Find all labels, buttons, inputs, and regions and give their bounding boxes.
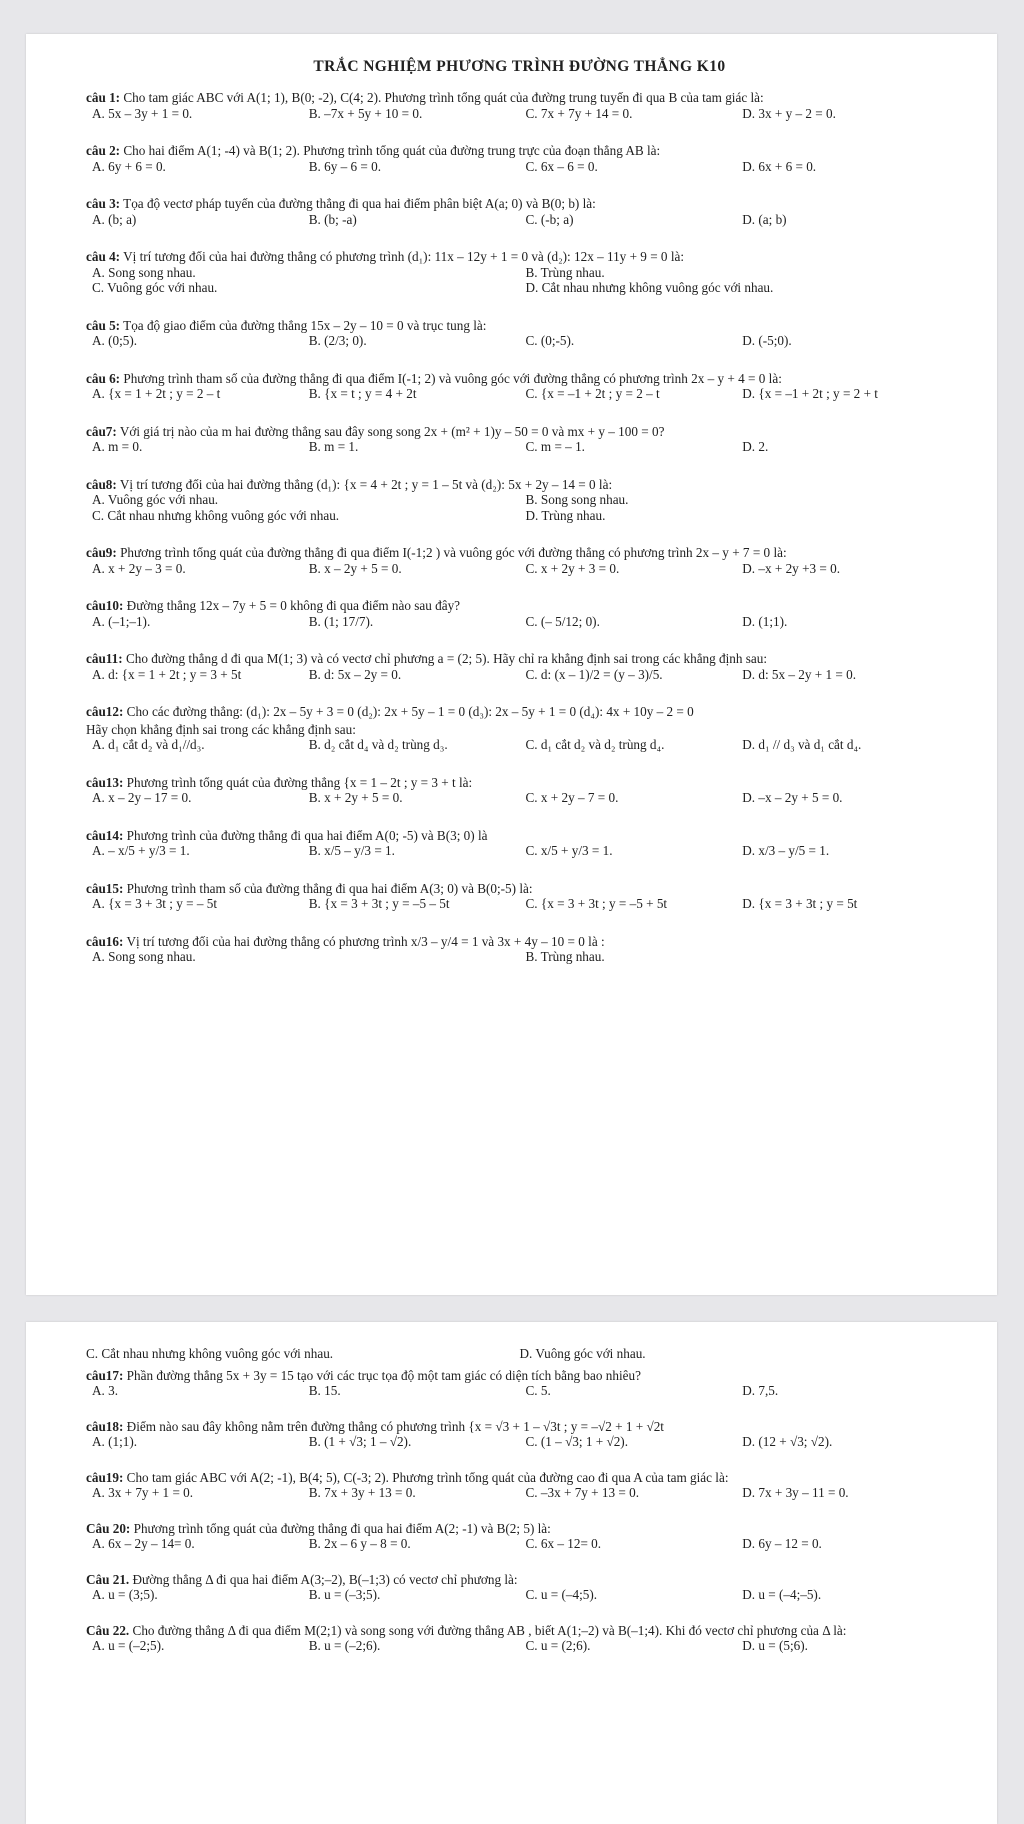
question-list (86, 90, 953, 965)
answer-option: B. Song song nhau. (525, 492, 629, 507)
answer-option: A. – x/5 + y/3 = 1. (92, 843, 190, 858)
question-number: câu7: (86, 423, 117, 439)
answer-option: B. –7x + 5y + 10 = 0. (308, 105, 423, 121)
answer-option: C. (0;-5). (525, 333, 575, 348)
question-block (86, 651, 953, 682)
question-block (86, 1368, 953, 1399)
answer-option: A. (–1;–1). (92, 613, 151, 629)
document-page-2 (26, 1322, 997, 1824)
answer-option: A. 3. (92, 1383, 119, 1398)
question-block (86, 477, 953, 524)
answer-option: D. {x = 3 + 3t ; y = 5t (742, 896, 858, 911)
question-text (86, 371, 953, 387)
question-text (86, 1521, 953, 1537)
answer-option: D. 2. (742, 439, 769, 454)
answer-option: C. 7x + 7y + 14 = 0. (525, 105, 633, 121)
answer-option: B. (1; 17/7). (308, 613, 374, 629)
question-stem: Vị trí tương đối của hai đường thẳng (d₁): {x = 4 + 2t ; y = 1 – 5t và (d₂): 5x + 2y – 14 = 0 là: (119, 476, 613, 492)
answer-options (86, 106, 953, 122)
question-block (86, 704, 953, 753)
answer-option: A. Song song nhau. (92, 949, 196, 964)
question-block (86, 318, 953, 349)
answer-options (86, 1638, 953, 1654)
question-number: câu8: (86, 476, 117, 492)
answer-option: A. (b; a) (92, 211, 137, 227)
question-text (86, 90, 953, 106)
answer-option: A. u = (–2;5). (92, 1638, 165, 1653)
answer-options (86, 614, 953, 630)
answer-option: A. 5x – 3y + 1 = 0. (92, 105, 193, 121)
question-number: câu 2: (86, 143, 121, 158)
answer-option: B. 15. (308, 1383, 341, 1398)
answer-options (86, 667, 953, 683)
answer-option: C. {x = –1 + 2t ; y = 2 – t (525, 386, 660, 401)
question-number: Câu 20: (86, 1520, 131, 1536)
answer-options (86, 212, 953, 228)
answer-option: D. x/3 – y/5 = 1. (742, 843, 830, 858)
answer-option: A. (1;1). (92, 1434, 138, 1449)
question-stem: Phương trình tổng quát của đường thẳng đi qua hai điểm A(2; -1) và B(2; 5) là: (133, 1520, 551, 1536)
question-text (86, 196, 953, 212)
answer-option: D. 6x + 6 = 0. (742, 158, 817, 174)
question-block (86, 424, 953, 455)
question-block (86, 934, 953, 965)
answer-option: A. 6y + 6 = 0. (92, 158, 166, 174)
answer-options (86, 159, 953, 175)
question-stem: Đường thẳng Δ đi qua hai điểm A(3;–2), B(–1;3) có vectơ chỉ phương là: (132, 1571, 518, 1587)
question-stem: Cho đường thẳng Δ đi qua điểm M(2;1) và song song với đường thẳng AB , biết A(1;–2) và B(–1;4). Khi đó vectơ chỉ phương của Δ là: (132, 1622, 847, 1638)
question-number: câu 5: (86, 317, 121, 333)
answer-option: C. 6x – 12= 0. (525, 1536, 602, 1551)
question-text (86, 704, 953, 720)
question-block (86, 1572, 953, 1603)
answer-option: C. (1 – √3; 1 + √2). (525, 1434, 628, 1449)
question-block (86, 1521, 953, 1552)
answer-option: C. d: (x – 1)/2 = (y – 3)/5. (525, 666, 663, 682)
answer-option: C. Cắt nhau nhưng không vuông góc với nhau. (92, 507, 340, 523)
question-stem: Vị trí tương đối của hai đường thẳng có phương trình (d₁): 11x – 12y + 1 = 0 và (d₂): 12x – 11y + 9 = 0 là: (123, 249, 685, 264)
answer-option: B. 6y – 6 = 0. (308, 158, 382, 174)
answer-option: B. d₂ cắt d₄ và d₂ trùng d₃. (308, 737, 448, 752)
answer-option: A. d₁ cắt d₂ và d₁//d₃. (92, 737, 205, 752)
answer-option: A. 3x + 7y + 1 = 0. (92, 1485, 194, 1500)
answer-option: A. (0;5). (92, 333, 138, 348)
answer-option: D. (12 + √3; √2). (742, 1434, 833, 1449)
question-16-continued-options (86, 1346, 953, 1362)
question-block (86, 1419, 953, 1450)
answer-option: A. Vuông góc với nhau. (92, 492, 219, 507)
question-block (86, 775, 953, 806)
answer-options (86, 949, 953, 965)
question-text (86, 651, 953, 667)
answer-option: A. {x = 1 + 2t ; y = 2 – t (92, 386, 221, 401)
question-block (86, 371, 953, 402)
answer-option: C. (-b; a) (525, 211, 574, 227)
answer-options (86, 843, 953, 859)
answer-option: D. d₁ // d₃ và d₁ cắt d₄. (742, 737, 862, 752)
question-subtext: Hãy chọn khẳng định sai trong các khẳng định sau: (86, 721, 356, 737)
answer-option: C. (– 5/12; 0). (525, 613, 600, 629)
answer-options (86, 386, 953, 402)
answer-option: A. x + 2y – 3 = 0. (92, 560, 186, 576)
question-text (86, 1368, 953, 1384)
question-stem: Phương trình tham số của đường thẳng đi qua hai điểm A(3; 0) và B(0;-5) là: (126, 880, 533, 896)
document-page-1 (26, 34, 997, 1295)
question-text (86, 598, 953, 614)
answer-option: D. (1;1). (742, 613, 788, 629)
answer-option: B. u = (–2;6). (308, 1638, 381, 1653)
answer-option: A. m = 0. (92, 439, 143, 454)
document-title: TRẮC NGHIỆM PHƯƠNG TRÌNH ĐƯỜNG THẲNG K10 (313, 58, 726, 75)
answer-option: D. 6y – 12 = 0. (742, 1536, 822, 1551)
answer-option: B. {x = t ; y = 4 + 2t (308, 386, 417, 401)
answer-option: B. m = 1. (308, 439, 359, 454)
question-stem: Phần đường thẳng 5x + 3y = 15 tạo với các trục tọa độ một tam giác có diện tích bằng bao nhiêu? (126, 1367, 641, 1383)
answer-options (86, 790, 953, 806)
question-block (86, 143, 953, 174)
question-number: câu 1: (86, 90, 121, 105)
question-text (86, 828, 953, 844)
question-number: câu11: (86, 651, 123, 666)
answer-option: C. 6x – 6 = 0. (525, 158, 598, 174)
question-text (86, 545, 953, 561)
answer-option: D. (-5;0). (742, 333, 792, 348)
option: C. Cắt nhau nhưng không vuông góc với nhau. (86, 1346, 334, 1361)
question-text (86, 143, 953, 159)
question-number: câu10: (86, 598, 124, 613)
answer-option: B. Trùng nhau. (525, 949, 605, 964)
answer-option: A. Song song nhau. (92, 264, 196, 280)
question-stem: Phương trình tham số của đường thẳng đi qua điểm I(-1; 2) và vuông góc với đường thẳng có phương trình 2x – y + 4 = 0 là: (123, 370, 782, 386)
question-stem: Cho tam giác ABC với A(1; 1), B(0; -2), C(4; 2). Phương trình tổng quát của đường trung tuyến đi qua B của tam giác là: (123, 90, 764, 105)
answer-options (86, 1383, 953, 1399)
question-stem: Cho hai điểm A(1; -4) và B(1; 2). Phương trình tổng quát của đường trung trực của đoạn thẳng AB là: (123, 143, 661, 158)
answer-options (86, 492, 953, 523)
question-block (86, 1470, 953, 1501)
question-number: câu 6: (86, 370, 121, 386)
question-stem: Phương trình của đường thẳng đi qua hai điểm A(0; -5) và B(3; 0) là (126, 827, 488, 843)
answer-option: C. x + 2y + 3 = 0. (525, 560, 620, 576)
question-block (86, 196, 953, 227)
answer-options (86, 1485, 953, 1501)
answer-option: D. 7x + 3y – 11 = 0. (742, 1485, 849, 1500)
answer-options (86, 737, 953, 753)
question-number: câu13: (86, 774, 124, 790)
question-block (86, 1623, 953, 1654)
answer-options (86, 265, 953, 296)
question-stem: Điểm nào sau đây không nằm trên đường thẳng có phương trình {x = √3 + 1 – √3t ; y = –√2 + 1 + √2t (126, 1418, 664, 1434)
answer-option: B. 2x – 6 y – 8 = 0. (308, 1536, 411, 1551)
answer-option: D. –x – 2y + 5 = 0. (742, 790, 843, 805)
answer-option: C. 5. (525, 1383, 551, 1398)
question-list-page-2 (86, 1368, 953, 1654)
answer-options (86, 561, 953, 577)
answer-option: D. {x = –1 + 2t ; y = 2 + t (742, 386, 878, 401)
question-number: câu18: (86, 1418, 124, 1434)
answer-option: B. 7x + 3y + 13 = 0. (308, 1485, 416, 1500)
question-stem: Phương trình tổng quát của đường thẳng {x = 1 – 2t ; y = 3 + t là: (126, 774, 473, 790)
answer-option: A. 6x – 2y – 14= 0. (92, 1536, 195, 1551)
answer-options (86, 1536, 953, 1552)
answer-option: B. x/5 – y/3 = 1. (308, 843, 395, 858)
question-text (86, 881, 953, 897)
answer-option: C. x/5 + y/3 = 1. (525, 843, 613, 858)
answer-option: D. Cắt nhau nhưng không vuông góc với nhau. (525, 280, 774, 295)
question-block (86, 90, 953, 121)
question-number: câu14: (86, 827, 124, 843)
question-block (86, 828, 953, 859)
answer-option: A. u = (3;5). (92, 1587, 158, 1602)
answer-option: B. x + 2y + 5 = 0. (308, 790, 403, 805)
question-text (86, 1572, 953, 1588)
question-number: Câu 21. (86, 1571, 130, 1587)
question-number: câu 3: (86, 196, 121, 211)
answer-option: C. x + 2y – 7 = 0. (525, 790, 619, 805)
question-number: câu12: (86, 704, 124, 719)
answer-option: B. (2/3; 0). (308, 333, 367, 348)
answer-option: C. u = (2;6). (525, 1638, 591, 1653)
answer-options (86, 896, 953, 912)
answer-option: B. u = (–3;5). (308, 1587, 381, 1602)
question-number: câu15: (86, 880, 124, 896)
question-number: Câu 22. (86, 1622, 130, 1638)
page-2-content (86, 1346, 953, 1674)
answer-option: B. Trùng nhau. (525, 264, 605, 280)
answer-option: C. u = (–4;5). (525, 1587, 598, 1602)
question-stem: Đường thẳng 12x – 7y + 5 = 0 không đi qua điểm nào sau đây? (126, 598, 461, 613)
answer-option: C. Vuông góc với nhau. (92, 280, 218, 295)
answer-options (86, 1434, 953, 1450)
answer-option: A. {x = 3 + 3t ; y = – 5t (92, 896, 217, 911)
page-1-content (86, 58, 953, 987)
answer-option: B. {x = 3 + 3t ; y = –5 – 5t (308, 896, 450, 911)
answer-options (86, 439, 953, 455)
question-text (86, 477, 953, 493)
question-text (86, 1419, 953, 1435)
answer-option: D. Trùng nhau. (525, 507, 606, 523)
question-block (86, 598, 953, 629)
answer-option: D. –x + 2y +3 = 0. (742, 560, 841, 576)
answer-option: B. (b; -a) (308, 211, 357, 227)
question-stem: Với giá trị nào của m hai đường thẳng sau đây song song 2x + (m² + 1)y – 50 = 0 và mx + y – 100 = 0? (119, 423, 665, 439)
answer-option: D. u = (5;6). (742, 1638, 808, 1653)
answer-option: C. –3x + 7y + 13 = 0. (525, 1485, 640, 1500)
question-number: câu16: (86, 933, 124, 949)
answer-option: C. d₁ cắt d₂ và d₂ trùng d₄. (525, 737, 665, 752)
option: D. Vuông góc với nhau. (519, 1346, 646, 1361)
answer-option: A. x – 2y – 17 = 0. (92, 790, 192, 805)
question-number: câu9: (86, 545, 117, 560)
question-text (86, 934, 953, 950)
question-stem: Phương trình tổng quát của đường thẳng đi qua điểm I(-1;2 ) và vuông góc với đường thẳng có phương trình 2x – y + 7 = 0 là: (120, 545, 787, 560)
question-number: câu 4: (86, 249, 121, 264)
question-stem: Cho đường thẳng d đi qua M(1; 3) và có vectơ chỉ phương a = (2; 5). Hãy chỉ ra khẳng định sai trong các khẳng định sau: (125, 651, 768, 666)
answer-options (86, 1587, 953, 1603)
answer-option: D. (a; b) (742, 211, 787, 227)
question-text (86, 1470, 953, 1486)
question-text (86, 1623, 953, 1639)
question-block (86, 881, 953, 912)
answer-options (86, 333, 953, 349)
answer-option: B. x – 2y + 5 = 0. (308, 560, 402, 576)
question-stem: Cho tam giác ABC với A(2; -1), B(4; 5), C(-3; 2). Phương trình tổng quát của đường cao đi qua A của tam giác là: (126, 1469, 729, 1485)
answer-option: B. d: 5x – 2y = 0. (308, 666, 402, 682)
question-stem: Vị trí tương đối của hai đường thẳng có phương trình x/3 – y/4 = 1 và 3x + 4y – 10 = 0 là : (126, 933, 605, 949)
answer-option: D. d: 5x – 2y + 1 = 0. (742, 666, 857, 682)
question-stem: Tọa độ giao điểm của đường thẳng 15x – 2y – 10 = 0 và trục tung là: (123, 317, 487, 333)
question-number: câu17: (86, 1367, 124, 1383)
answer-option: B. (1 + √3; 1 – √2). (308, 1434, 412, 1449)
answer-option: C. m = – 1. (525, 439, 585, 454)
question-text (86, 249, 953, 265)
answer-option: A. d: {x = 1 + 2t ; y = 3 + 5t (92, 666, 242, 682)
answer-option: C. {x = 3 + 3t ; y = –5 + 5t (525, 896, 668, 911)
question-block (86, 545, 953, 576)
question-block (86, 249, 953, 296)
question-text (86, 424, 953, 440)
answer-option: D. 7,5. (742, 1383, 779, 1398)
question-stem: Cho các đường thẳng: (d₁): 2x – 5y + 3 = 0 (d₂): 2x + 5y – 1 = 0 (d₃): 2x – 5y + 1 = 0 (d₄): 4x + 10y – 2 = 0 (126, 704, 694, 719)
question-number: câu19: (86, 1469, 124, 1485)
answer-option: D. u = (–4;–5). (742, 1587, 822, 1602)
answer-option: D. 3x + y – 2 = 0. (742, 105, 836, 121)
question-text (86, 775, 953, 791)
question-stem: Tọa độ vectơ pháp tuyến của đường thẳng đi qua hai điểm phân biệt A(a; 0) và B(0; b) là: (123, 196, 596, 211)
question-text (86, 318, 953, 334)
